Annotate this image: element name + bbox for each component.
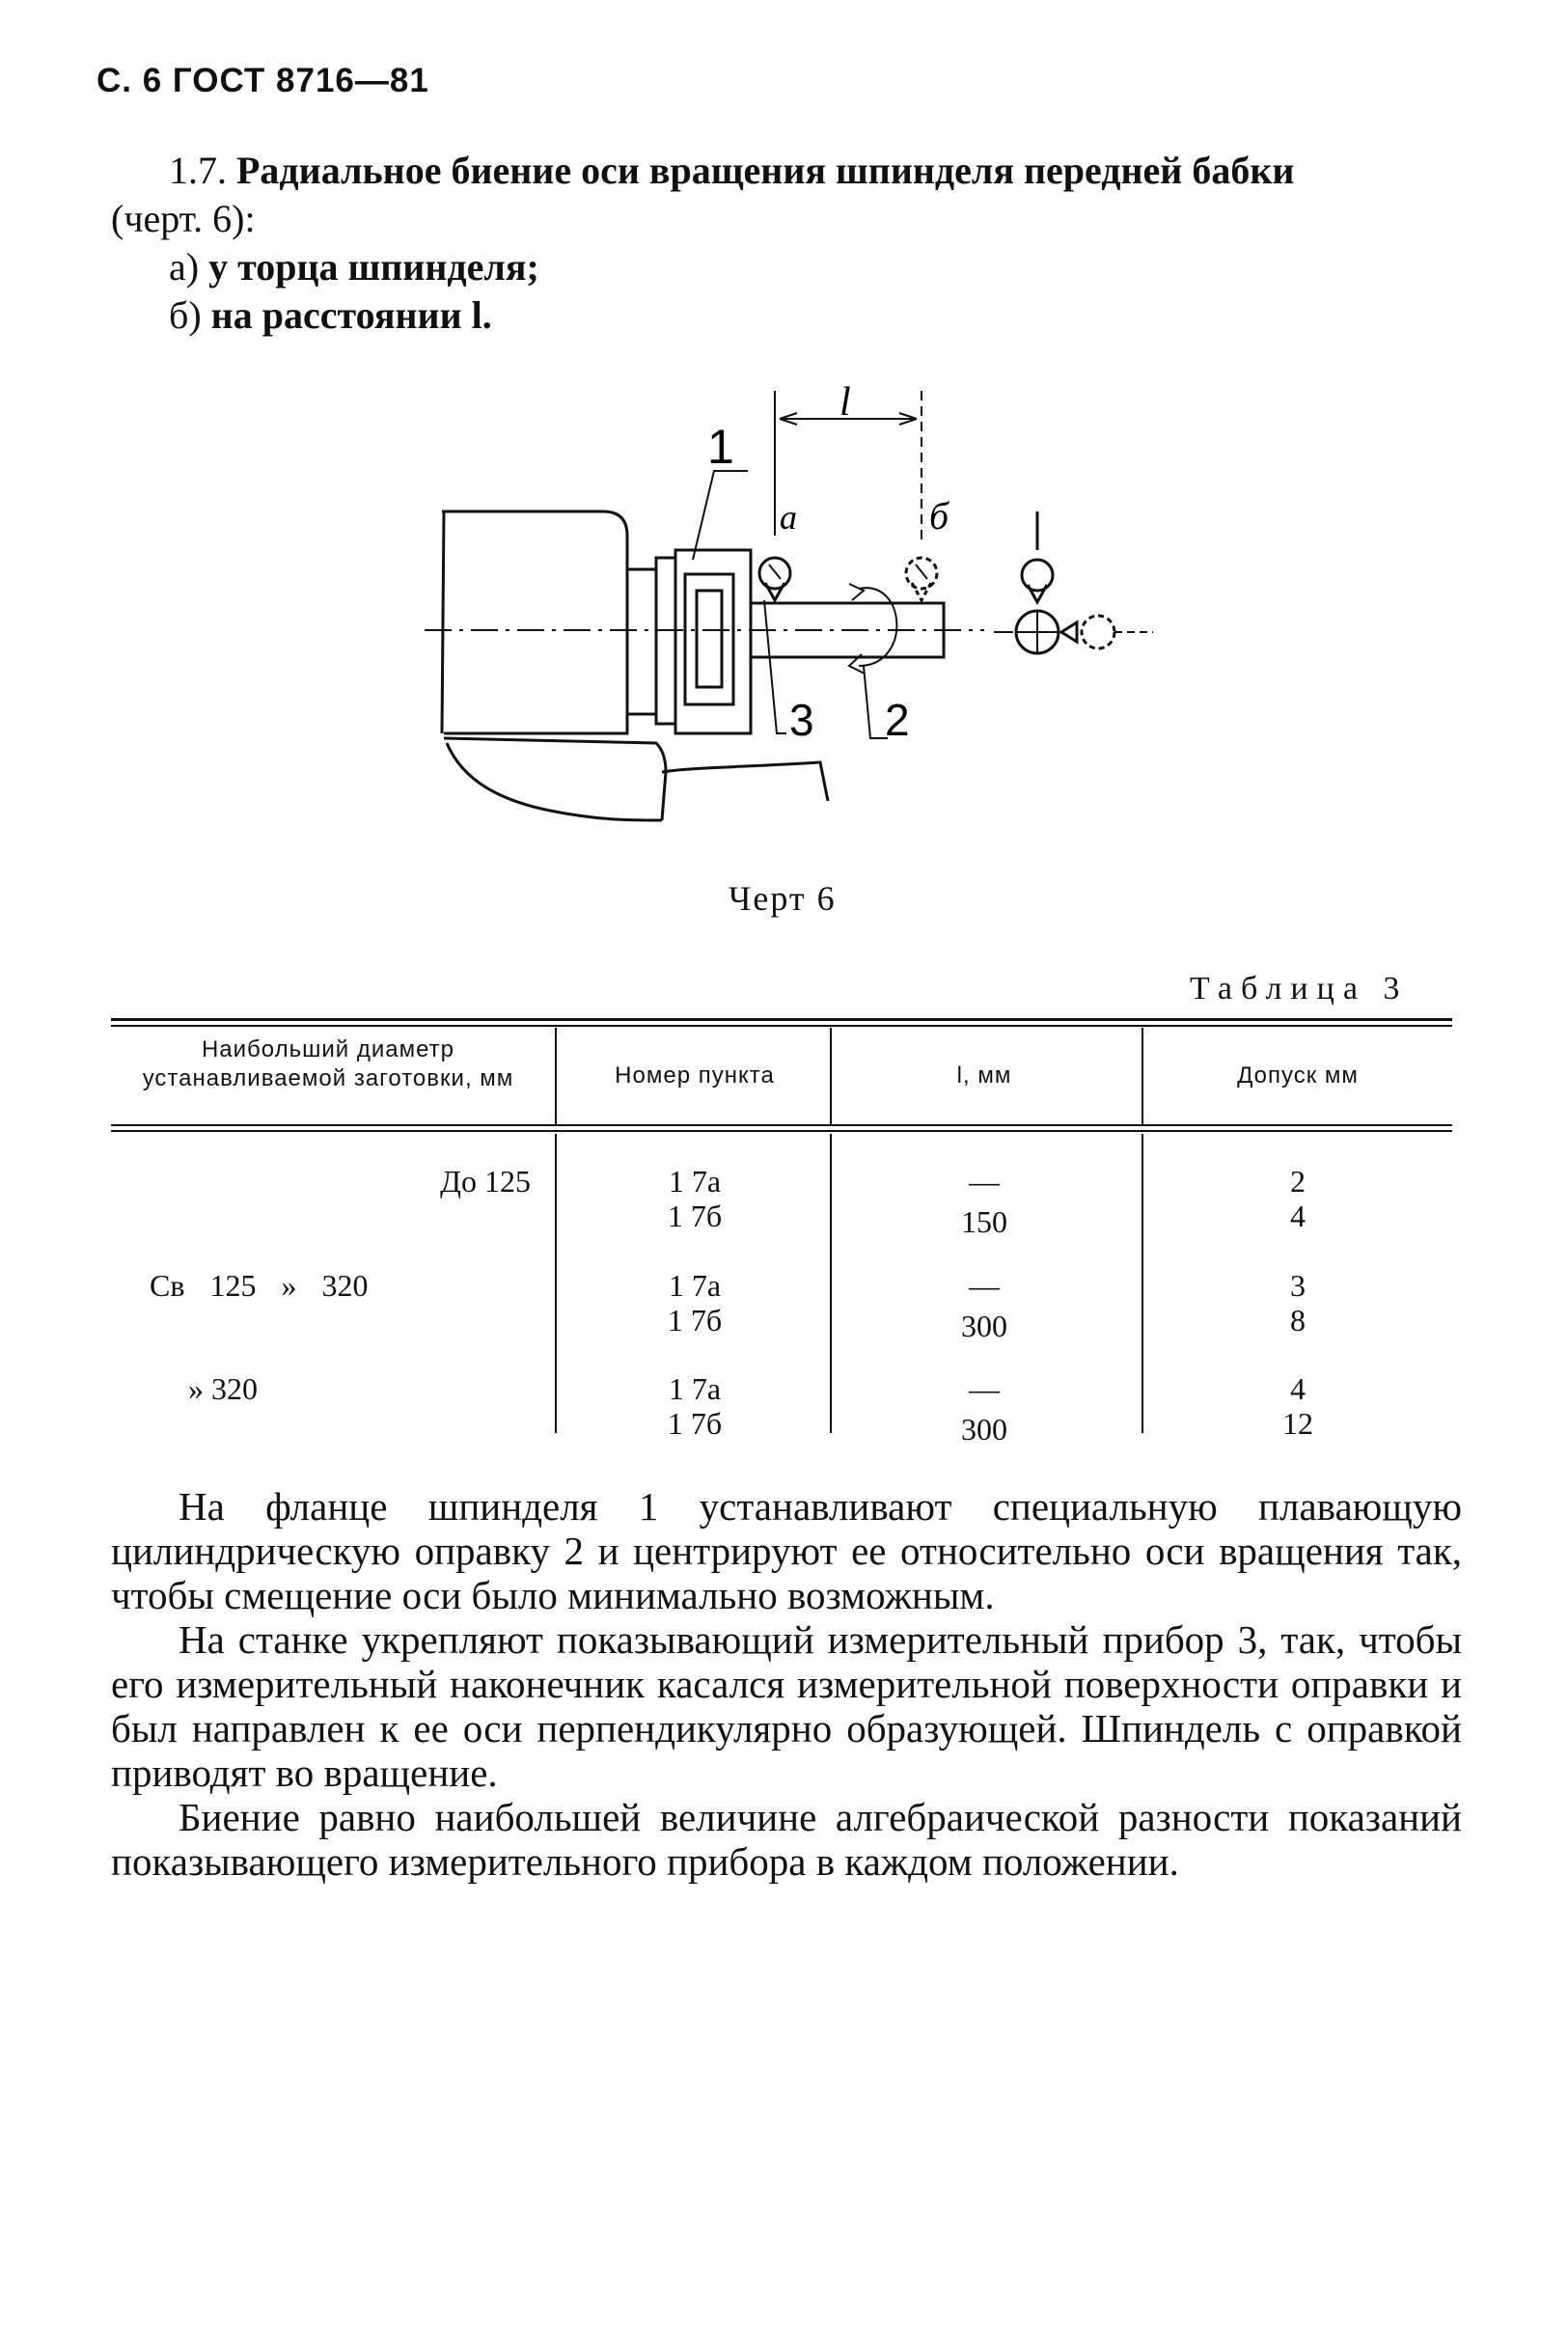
table-cell-item: 1 7б — [667, 1199, 723, 1233]
table-cell-item: 1 7а — [668, 1268, 722, 1303]
callout-1: 1 — [707, 420, 734, 474]
table-cell-tolerance: 12 — [1282, 1406, 1313, 1441]
page-header: С. 6 ГОСТ 8716—81 — [96, 62, 429, 99]
section-block — [111, 147, 1481, 340]
point-b-label: б — [929, 494, 949, 538]
section-item-text: на расстоянии l. — [210, 293, 492, 337]
table-cell-l: 300 — [961, 1309, 1007, 1343]
table-cell-tolerance: 4 — [1290, 1371, 1306, 1406]
table-cell-l: — — [969, 1268, 1000, 1303]
table-cell-l: 300 — [961, 1412, 1007, 1447]
table-cell-tolerance: 8 — [1290, 1303, 1306, 1337]
header-diameter: Наибольший диаметр устанавливаемой заготовки, мм — [142, 1036, 514, 1091]
body-paragraphs — [111, 1484, 1462, 1884]
header-item-number: Номер пункта — [615, 1062, 775, 1089]
callout-2: 2 — [885, 695, 910, 745]
table-cell-diameter: До 125 — [440, 1164, 531, 1199]
section-item-marker: б) — [169, 293, 202, 337]
table-cell-item: 1 7а — [668, 1371, 722, 1406]
table-cell-tolerance: 3 — [1290, 1268, 1306, 1303]
table-cell-l: — — [969, 1164, 1000, 1199]
spindle-drawing — [0, 367, 1568, 878]
section-item-text: у торца шпинделя; — [208, 245, 539, 289]
table-cell-item: 1 7б — [667, 1406, 723, 1441]
section-item-marker: а) — [169, 245, 200, 289]
header-l: l, мм — [956, 1062, 1012, 1089]
point-a-label: а — [780, 498, 797, 537]
table-cell-diameter: » 320 — [188, 1371, 258, 1406]
section-number: 1.7. — [169, 149, 227, 192]
table-cell-item: 1 7б — [667, 1303, 723, 1337]
paragraph: Биение равно наибольшей величине алгебраической разности показаний показывающего измерительного прибора в каждом положении. — [111, 1795, 1462, 1884]
section-ref: (черт. 6): — [111, 197, 256, 240]
header-tolerance: Допуск мм — [1237, 1062, 1359, 1089]
table-cell-diameter: Св 125 » 320 — [150, 1268, 369, 1303]
figure-caption: Черт 6 — [729, 879, 837, 918]
table-label: Таблица 3 — [1190, 971, 1409, 1007]
section-item — [111, 291, 1481, 340]
data-table — [111, 1018, 1452, 1452]
table-cell-tolerance: 4 — [1290, 1199, 1306, 1233]
table-cell-l: — — [969, 1371, 1000, 1406]
callout-3: 3 — [789, 695, 814, 745]
section-item — [111, 243, 1481, 291]
paragraph: На фланце шпинделя 1 устанавливают специальную плавающую цилиндрическую оправку 2 и центрируют ее относительно оси вращения так, чтобы смещение оси было минимально возможным. — [111, 1484, 1462, 1617]
paragraph: На станке укрепляют показывающий измерительный прибор 3, так, чтобы его измерительный наконечник касался измерительной поверхности оправки и был направлен к ее оси перпендикулярно образующей. Шпиндель с оправкой приводят во вращение. — [111, 1617, 1462, 1795]
table-cell-item: 1 7а — [668, 1164, 722, 1199]
dim-l-label: l — [839, 380, 851, 425]
table-cell-l: 150 — [961, 1204, 1007, 1239]
section-title: Радиальное биение оси вращения шпинделя передней бабки — [236, 149, 1295, 192]
table-cell-tolerance: 2 — [1290, 1164, 1306, 1199]
